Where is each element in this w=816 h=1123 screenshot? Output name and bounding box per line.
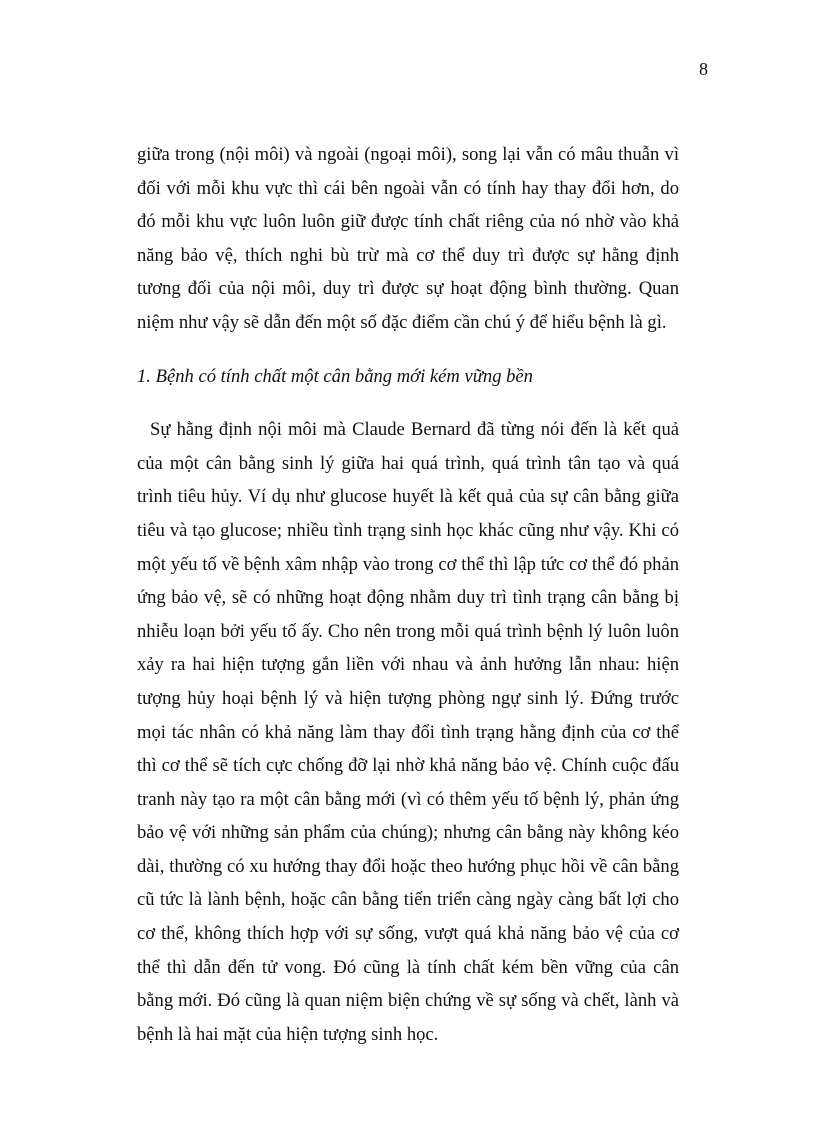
section-heading: 1. Bệnh có tính chất một cân bằng mới kém vững bền [137,365,533,387]
document-body [137,138,679,1051]
page-number: 8 [699,59,708,79]
paragraph-continued: giữa trong (nội môi) và ngoài (ngoại môi), song lại vẫn có mâu thuẫn vì đối với mỗi khu vực thì cái bên ngoài vẫn có tính hay thay đổi hơn, do đó mỗi khu vực luôn luôn giữ được tính chất riêng của nó nhờ vào khả năng bảo vệ, thích nghi bù trừ mà cơ thể duy trì được sự hằng định tương đối của nội môi, duy trì được sự hoạt động bình thường. Quan niệm như vậy sẽ dẫn đến một số đặc điểm cần chú ý để hiểu bệnh là gì. [137,144,679,333]
paragraph-homeostasis: Sự hằng định nội môi mà Claude Bernard đã từng nói đến là kết quả của một cân bằng sinh lý giữa hai quá trình, quá trình tân tạo và quá trình tiêu hủy. Ví dụ như glucose huyết là kết quả của sự cân bằng giữa tiêu và tạo glucose; nhiều tình trạng sinh học khác cũng như vậy. Khi có một yếu tố về bệnh xâm nhập vào trong cơ thể thì lập tức cơ thể đó phản ứng bảo vệ, sẽ có những hoạt động nhằm duy trì tình trạng cân bằng bị nhiễu loạn bởi yếu tố ấy. Cho nên trong mỗi quá trình bệnh lý luôn luôn xảy ra hai hiện tượng gắn liền với nhau và ảnh hưởng lẫn nhau: hiện tượng hủy hoại bệnh lý và hiện tượng phòng ngự sinh lý. Đứng trước mọi tác nhân có khả năng làm thay đổi tình trạng hằng định của cơ thể thì cơ thể sẽ tích cực chống đỡ lại nhờ khả năng bảo vệ. Chính cuộc đấu tranh này tạo ra một cân bằng mới (vì có thêm yếu tố bệnh lý, phản ứng bảo vệ với những sản phẩm của chúng); nhưng cân bằng này không kéo dài, thường có xu hướng thay đổi hoặc theo hướng phục hồi về cân bằng cũ tức là lành bệnh, hoặc cân bằng tiến triển càng ngày càng bất lợi cho cơ thể, không thích hợp với sự sống, vượt quá khả năng bảo vệ của cơ thể thì dẫn đến tử vong. Đó cũng là tính chất kém bền vững của cân bằng mới. Đó cũng là quan niệm biện chứng về sự sống và chết, lành và bệnh là hai mặt của hiện tượng sinh học. [137,419,679,1045]
